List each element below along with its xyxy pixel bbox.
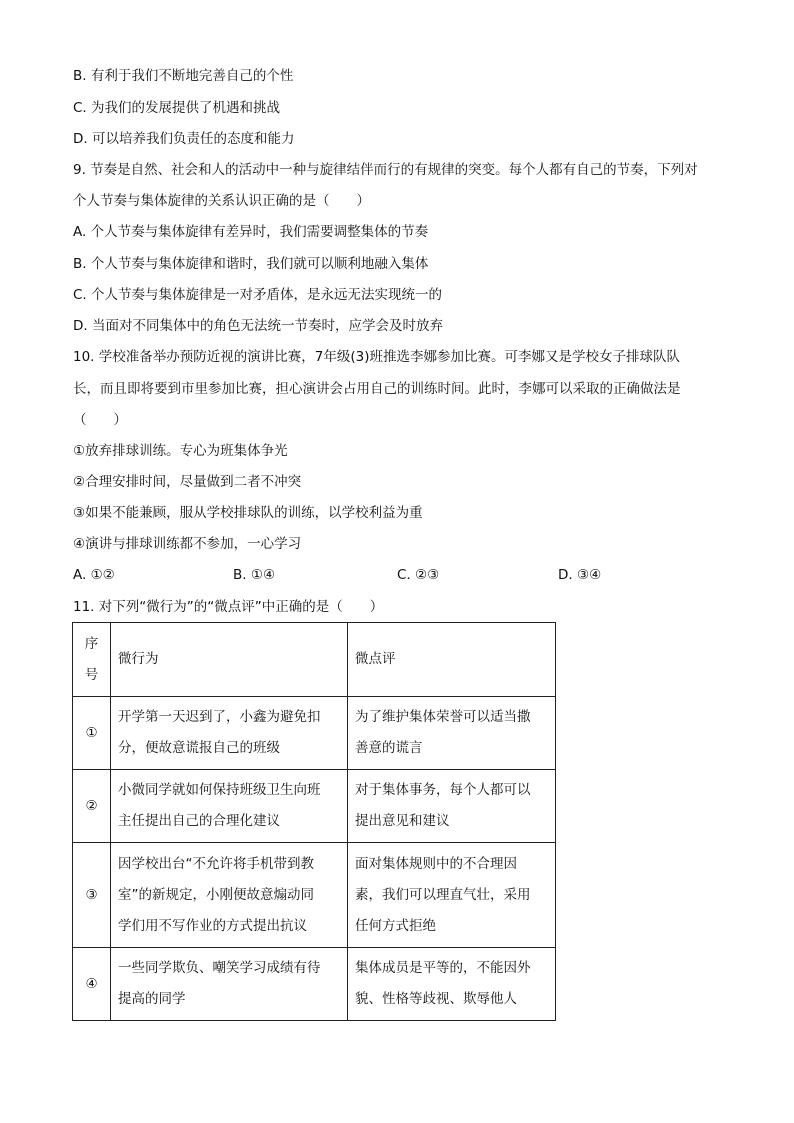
q8-option-d: D. 可以培养我们负责任的态度和能力 <box>73 131 295 147</box>
row-comment-cell <box>348 843 556 948</box>
q9-option-c: C. 个人节奏与集体旋律是一对矛盾体，是永远无法实现统一的 <box>73 287 443 303</box>
q8-option-c: C. 为我们的发展提供了机遇和挑战 <box>73 100 281 116</box>
comment-line: 素，我们可以理直气壮，采用 <box>355 886 531 903</box>
q10-item-3: ③如果不能兼顾，服从学校排球队的训练，以学校利益为重 <box>73 505 423 521</box>
behavior-line: 开学第一天迟到了，小鑫为避免扣 <box>118 709 321 725</box>
row-behavior-cell <box>111 843 348 948</box>
behavior-line: 一些同学欺负、嘲笑学习成绩有待 <box>118 960 321 976</box>
behavior-line: 提高的同学 <box>118 991 186 1007</box>
behavior-line: 因学校出台“不允许将手机带到教 <box>118 855 314 872</box>
q10-option-b: B. ①④ <box>233 567 276 583</box>
comment-line: 集体成员是平等的，不能因外 <box>355 960 531 976</box>
row-num: ④ <box>73 948 111 1021</box>
q11-stem: 11. 对下列“微行为”的“微点评”中正确的是（ ） <box>73 599 384 615</box>
q9-stem-line1: 9. 节奏是自然、社会和人的活动中一种与旋律结伴而行的有规律的突变。每个人都有自己的节奏，下列对 <box>73 162 698 178</box>
row-behavior-cell <box>111 948 348 1021</box>
q10-stem-line3: （ ） <box>73 412 127 428</box>
q9-stem-line2: 个人节奏与集体旋律的关系认识正确的是（ ） <box>73 193 370 209</box>
comment-line: 善意的谎言 <box>355 740 423 756</box>
table-row <box>73 843 556 948</box>
q10-option-a: A. ①② <box>73 567 115 583</box>
header-num-cell <box>73 623 111 697</box>
q9-option-a: A. 个人节奏与集体旋律有差异时，我们需要调整集体的节奏 <box>73 224 429 240</box>
q10-item-4: ④演讲与排球训练都不参加，一心学习 <box>73 536 302 552</box>
header-behavior: 微行为 <box>118 651 159 667</box>
row-num: ② <box>73 770 111 843</box>
comment-line: 面对集体规则中的不合理因 <box>355 855 517 872</box>
row-comment-cell <box>348 948 556 1021</box>
table-header-row <box>73 623 556 697</box>
table-row <box>73 770 556 843</box>
behavior-line: 室”的新规定，小刚便故意煽动同 <box>118 886 314 903</box>
q10-option-c: C. ②③ <box>397 567 440 583</box>
table-row <box>73 697 556 770</box>
q8-option-b: B. 有利于我们不断地完善自己的个性 <box>73 68 294 84</box>
row-behavior-cell <box>111 697 348 770</box>
header-num-line2: 号 <box>84 666 99 683</box>
q10-item-2: ②合理安排时间，尽量做到二者不冲突 <box>73 474 302 490</box>
comment-line: 对于集体事务，每个人都可以 <box>355 782 531 798</box>
comment-line: 貌、性格等歧视、欺辱他人 <box>355 991 517 1007</box>
q10-item-1: ①放弃排球训练。专心为班集体争光 <box>73 443 288 459</box>
header-num-line1: 序 <box>84 635 99 652</box>
q11-table <box>72 622 556 1021</box>
header-behavior-cell <box>111 623 348 697</box>
q9-option-b: B. 个人节奏与集体旋律和谐时，我们就可以顺利地融入集体 <box>73 256 429 272</box>
row-num: ③ <box>73 843 111 948</box>
behavior-line: 小微同学就如何保持班级卫生向班 <box>118 782 321 798</box>
comment-line: 提出意见和建议 <box>355 813 450 829</box>
comment-line: 为了维护集体荣誉可以适当撒 <box>355 709 531 725</box>
row-behavior-cell <box>111 770 348 843</box>
row-num: ① <box>73 697 111 770</box>
behavior-line: 分，便故意谎报自己的班级 <box>118 740 280 756</box>
comment-line: 任何方式拒绝 <box>355 917 436 934</box>
row-comment-cell <box>348 770 556 843</box>
header-comment-cell <box>348 623 556 697</box>
table-row <box>73 948 556 1021</box>
q9-option-d: D. 当面对不同集体中的角色无法统一节奏时，应学会及时放弃 <box>73 318 443 334</box>
q10-stem-line1: 10. 学校准备举办预防近视的演讲比赛，7年级(3)班推选李娜参加比赛。可李娜又是学校女子排球队队 <box>73 349 680 365</box>
q10-stem-line2: 长，而且即将要到市里参加比赛，担心演讲会占用自己的训练时间。此时，李娜可以采取的正确做法是 <box>73 381 681 397</box>
header-comment: 微点评 <box>355 651 396 667</box>
behavior-line: 主任提出自己的合理化建议 <box>118 813 280 829</box>
row-comment-cell <box>348 697 556 770</box>
behavior-line: 学们用不写作业的方式提出抗议 <box>118 917 307 934</box>
q10-option-d: D. ③④ <box>558 567 602 583</box>
